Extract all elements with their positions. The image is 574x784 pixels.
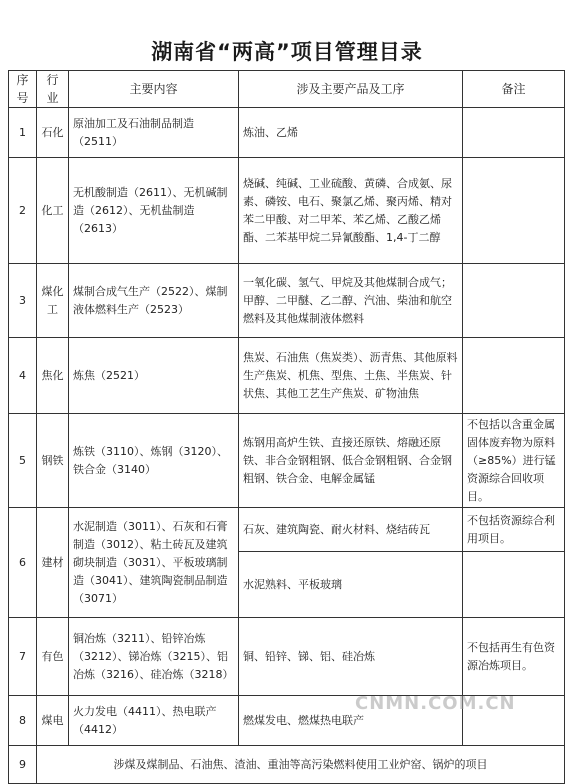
table-row — [9, 414, 565, 508]
row-main-content: 煤制合成气生产（2522）、煤制液体燃料生产（2523） — [69, 264, 239, 338]
header-products: 涉及主要产品及工序 — [239, 71, 463, 108]
row-note: 不包括资源综合利用项目。 — [463, 508, 565, 552]
row-products: 燃煤发电、燃煤热电联产 — [239, 696, 463, 746]
row-main-content: 炼铁（3110）、炼钢（3120）、铁合金（3140） — [69, 414, 239, 508]
row-main-content: 原油加工及石油制品制造（2511） — [69, 108, 239, 158]
row-note — [463, 264, 565, 338]
row-note: 不包括再生有色资源冶炼项目。 — [463, 618, 565, 696]
row-products: 铜、铅锌、锑、铝、硅冶炼 — [239, 618, 463, 696]
row-no: 4 — [9, 338, 37, 414]
project-catalog-table — [8, 70, 565, 784]
table-row — [9, 618, 565, 696]
row-no: 1 — [9, 108, 37, 158]
watermark: CNMN.COM.CN — [355, 693, 516, 714]
table-header-row — [9, 71, 565, 108]
row-industry: 钢铁 — [37, 414, 69, 508]
row-no: 7 — [9, 618, 37, 696]
row-note — [463, 108, 565, 158]
row-products-secondary: 水泥熟料、平板玻璃 — [239, 552, 463, 618]
row-industry: 焦化 — [37, 338, 69, 414]
row-no: 8 — [9, 696, 37, 746]
table-row — [9, 108, 565, 158]
header-note: 备注 — [463, 71, 565, 108]
table-row — [9, 508, 565, 552]
row-main-content: 水泥制造（3011）、石灰和石膏制造（3012）、粘土砖瓦及建筑砌块制造（3031）、平板玻璃制造（3041）、建筑陶瓷制品制造（3071） — [69, 508, 239, 618]
header-main-content: 主要内容 — [69, 71, 239, 108]
row-products: 一氧化碳、氢气、甲烷及其他煤制合成气；甲醇、二甲醚、乙二醇、汽油、柴油和航空燃料及其他煤制液体燃料 — [239, 264, 463, 338]
row-no: 2 — [9, 158, 37, 264]
row-industry: 化工 — [37, 158, 69, 264]
row-main-content: 无机酸制造（2611）、无机碱制造（2612）、无机盐制造（2613） — [69, 158, 239, 264]
row-note — [463, 158, 565, 264]
table-row — [9, 338, 565, 414]
row-no: 5 — [9, 414, 37, 508]
page-title: 湖南省“两高”项目管理目录 — [151, 40, 423, 64]
row-products: 烧碱、纯碱、工业硫酸、黄磷、合成氨、尿素、磷铵、电石、聚氯乙烯、聚丙烯、精对苯二甲酸、对二甲苯、苯乙烯、乙酸乙烯酯、二苯基甲烷二异氰酸酯、1,4-丁二醇 — [239, 158, 463, 264]
row-no: 6 — [9, 508, 37, 618]
row-industry: 石化 — [37, 108, 69, 158]
row-merged-content: 涉煤及煤制品、石油焦、渣油、重油等高污染燃料使用工业炉窑、锅炉的项目 — [37, 746, 565, 784]
row-main-content: 火力发电（4411）、热电联产（4412） — [69, 696, 239, 746]
row-no: 3 — [9, 264, 37, 338]
row-note: 不包括以含重金属固体废弃物为原料（≥85%）进行锰资源综合回收项目。 — [463, 414, 565, 508]
header-no: 序号 — [9, 71, 37, 108]
row-products: 焦炭、石油焦（焦炭类）、沥青焦、其他原料生产焦炭、机焦、型焦、土焦、半焦炭、针状焦、其他工艺生产焦炭、矿物油焦 — [239, 338, 463, 414]
row-note-empty — [463, 552, 565, 618]
row-industry: 有色 — [37, 618, 69, 696]
row-products: 炼油、乙烯 — [239, 108, 463, 158]
row-no: 9 — [9, 746, 37, 784]
row-industry: 煤化工 — [37, 264, 69, 338]
table-row — [9, 158, 565, 264]
row-industry: 建材 — [37, 508, 69, 618]
row-note — [463, 338, 565, 414]
table-row — [9, 264, 565, 338]
row-main-content: 炼焦（2521） — [69, 338, 239, 414]
row-products: 石灰、建筑陶瓷、耐火材料、烧结砖瓦 — [239, 508, 463, 552]
row-products: 炼钢用高炉生铁、直接还原铁、熔融还原铁、非合金钢粗钢、低合金钢粗钢、合金钢粗钢、铁合金、电解金属锰 — [239, 414, 463, 508]
row-main-content: 铜冶炼（3211）、铅锌冶炼（3212）、锑冶炼（3215）、铝冶炼（3216）、硅冶炼（3218） — [69, 618, 239, 696]
header-industry: 行业 — [37, 71, 69, 108]
table-row — [9, 746, 565, 784]
row-industry: 煤电 — [37, 696, 69, 746]
